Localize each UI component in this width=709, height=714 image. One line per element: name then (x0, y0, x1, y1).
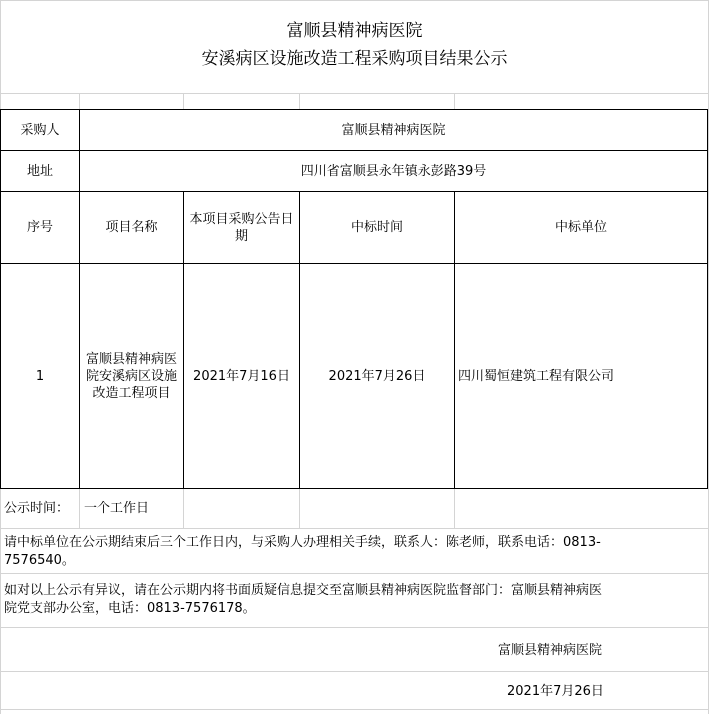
table-border (0, 488, 708, 489)
buyer-value: 富顺县精神病医院 (341, 122, 446, 138)
title-line-2: 安溪病区设施改造工程采购项目结果公示 (201, 49, 508, 69)
notice-1-line-1: 请中标单位在公示期结束后三个工作日内，与采购人办理相关手续，联系人：陈老师，联系电话：0813- (4, 535, 601, 550)
title-line-1: 富顺县精神病医院 (286, 21, 423, 41)
gridline (454, 489, 455, 528)
signature-org: 富顺县精神病医院 (498, 643, 603, 658)
header-winner: 中标单位 (554, 220, 607, 235)
gridline (183, 93, 184, 109)
gridline (0, 671, 709, 672)
signature-date: 2021年7月26日 (507, 684, 604, 699)
row-announce-date: 2021年7月16日 (193, 368, 290, 384)
notice-2-line-2: 院党支部办公室，电话：0813-7576178。 (4, 601, 256, 616)
row-winner: 四川蜀恒建筑工程有限公司 (458, 368, 615, 384)
gridline (0, 709, 709, 710)
header-index: 序号 (26, 220, 53, 235)
period-label: 公示时间： (4, 501, 70, 516)
gridline (454, 93, 455, 109)
gridline (79, 489, 80, 528)
gridline (0, 0, 709, 1)
header-award-date: 中标时间 (350, 220, 403, 235)
gridline (299, 489, 300, 528)
period-value: 一个工作日 (84, 501, 150, 516)
header-announce-date: 本项目采购公告日期 (189, 211, 294, 244)
address-value: 四川省富顺县永年镇永彭路39号 (300, 163, 487, 179)
gridline (0, 573, 709, 574)
table-border (707, 109, 708, 489)
gridline (79, 93, 80, 109)
header-project-name: 项目名称 (105, 220, 158, 235)
gridline (0, 627, 709, 628)
gridline (0, 93, 709, 94)
buyer-label: 采购人 (20, 122, 60, 138)
notice-2-line-1: 如对以上公示有异议，请在公示期内将书面质疑信息提交至富顺县精神病医院监督部门：富顺县精神病医 (4, 583, 603, 598)
address-label: 地址 (26, 163, 53, 179)
row-award-date: 2021年7月26日 (328, 368, 426, 384)
notice-1-line-2: 7576540。 (4, 553, 75, 568)
row-index: 1 (35, 368, 45, 384)
gridline (183, 489, 184, 528)
gridline (0, 528, 709, 529)
row-project-name: 富顺县精神病医院安溪病区设施改造工程项目 (86, 351, 178, 401)
gridline (299, 93, 300, 109)
